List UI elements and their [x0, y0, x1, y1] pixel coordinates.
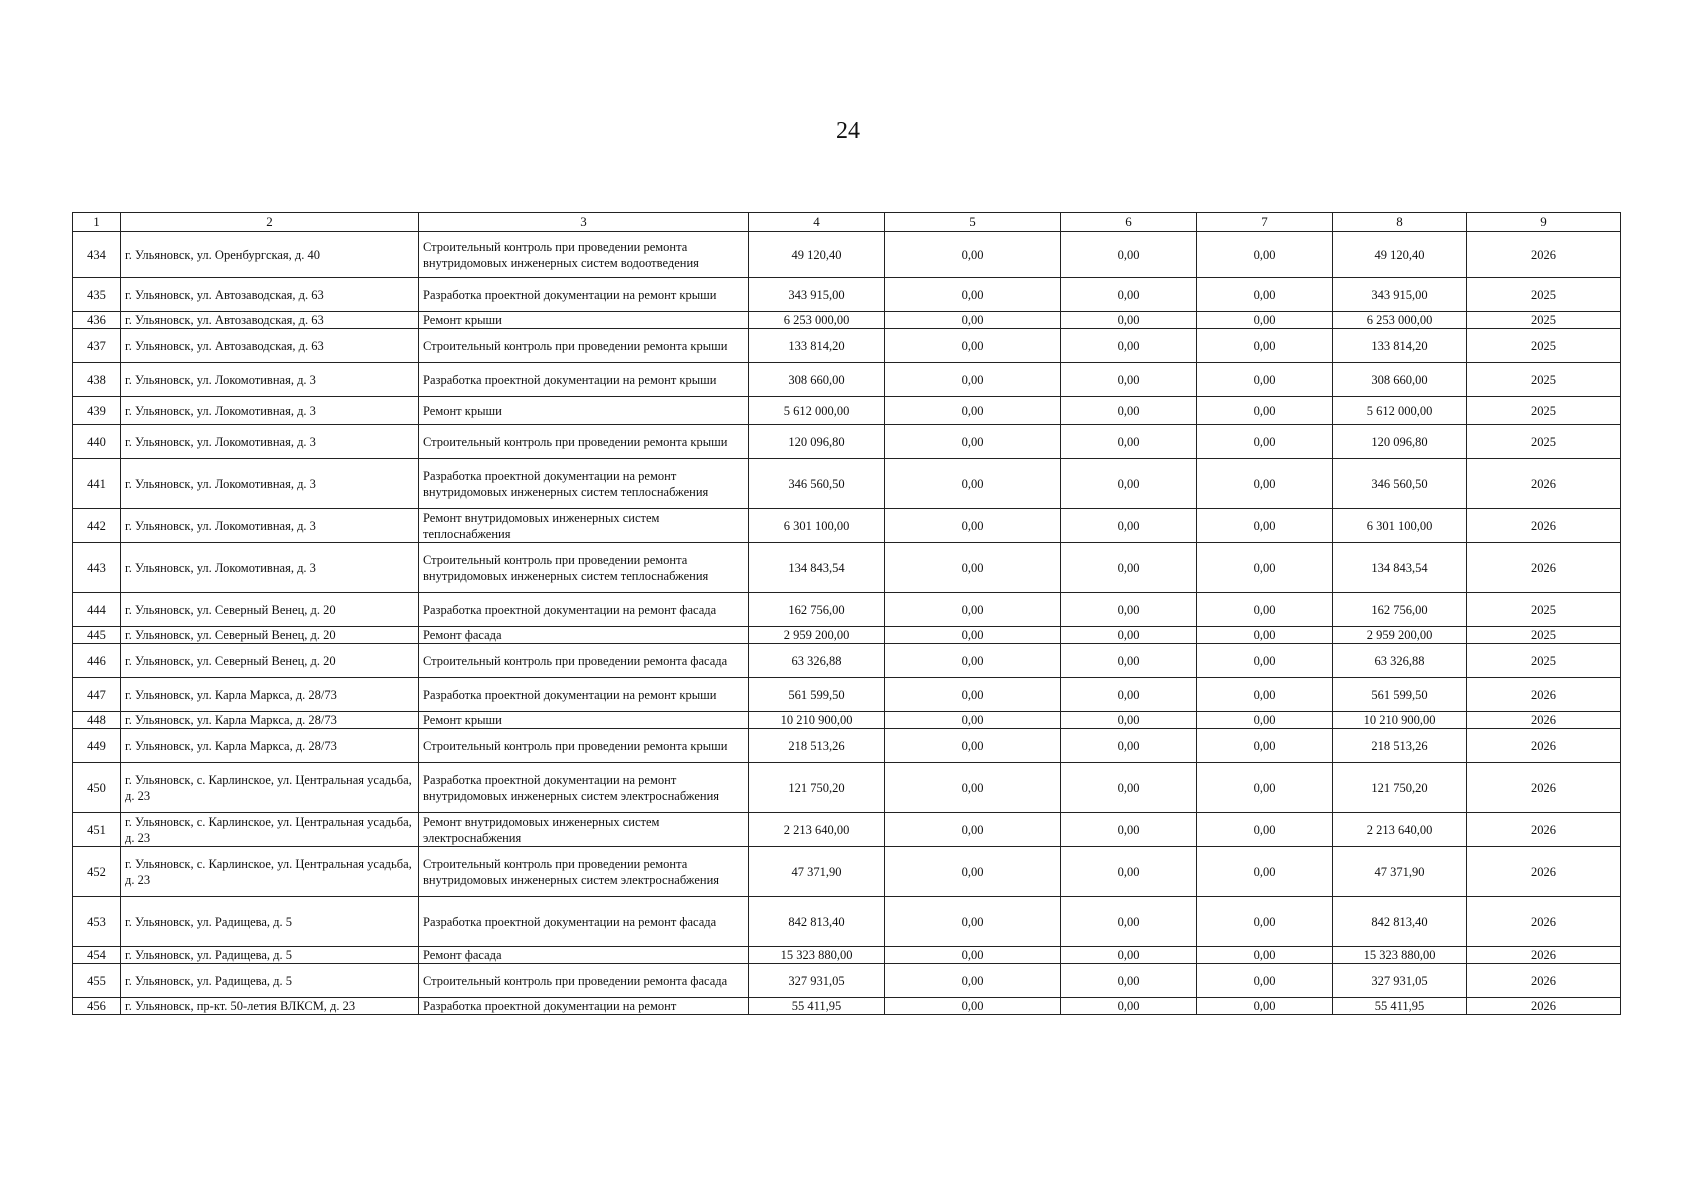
row-number: 451: [73, 813, 121, 847]
work-type-cell: Разработка проектной документации на ремонт крыши: [419, 363, 749, 397]
work-type-cell: Разработка проектной документации на ремонт крыши: [419, 278, 749, 312]
address-cell: г. Ульяновск, ул. Локомотивная, д. 3: [121, 425, 419, 459]
table-row: [73, 425, 1621, 459]
cost-cell: 47 371,90: [749, 847, 885, 897]
fund-cell: 0,00: [885, 947, 1061, 964]
work-type-cell: Ремонт крыши: [419, 397, 749, 425]
address-cell: г. Ульяновск, ул. Северный Венец, д. 20: [121, 644, 419, 678]
year-cell: 2026: [1467, 964, 1621, 998]
year-cell: 2026: [1467, 543, 1621, 593]
column-header: 9: [1467, 213, 1621, 232]
row-number: 454: [73, 947, 121, 964]
fund-cell: 0,00: [885, 593, 1061, 627]
row-number: 439: [73, 397, 121, 425]
row-number: 437: [73, 329, 121, 363]
fund-cell: 0,00: [885, 397, 1061, 425]
fund-cell: 0,00: [885, 363, 1061, 397]
address-cell: г. Ульяновск, ул. Автозаводская, д. 63: [121, 329, 419, 363]
row-number: 442: [73, 509, 121, 543]
table-row: [73, 509, 1621, 543]
fund-cell: 0,00: [1197, 897, 1333, 947]
fund-cell: 0,00: [885, 712, 1061, 729]
fund-cell: 0,00: [1061, 644, 1197, 678]
total-cell: 346 560,50: [1333, 459, 1467, 509]
address-cell: г. Ульяновск, с. Карлинское, ул. Центральная усадьба, д. 23: [121, 847, 419, 897]
year-cell: 2026: [1467, 947, 1621, 964]
address-cell: г. Ульяновск, ул. Автозаводская, д. 63: [121, 312, 419, 329]
cost-cell: 2 213 640,00: [749, 813, 885, 847]
total-cell: 218 513,26: [1333, 729, 1467, 763]
fund-cell: 0,00: [1061, 627, 1197, 644]
fund-cell: 0,00: [1197, 729, 1333, 763]
row-number: 448: [73, 712, 121, 729]
address-cell: г. Ульяновск, ул. Карла Маркса, д. 28/73: [121, 712, 419, 729]
column-header: 2: [121, 213, 419, 232]
cost-cell: 346 560,50: [749, 459, 885, 509]
fund-cell: 0,00: [1197, 593, 1333, 627]
year-cell: 2026: [1467, 509, 1621, 543]
fund-cell: 0,00: [1061, 712, 1197, 729]
fund-cell: 0,00: [1197, 363, 1333, 397]
row-number: 447: [73, 678, 121, 712]
fund-cell: 0,00: [885, 312, 1061, 329]
address-cell: г. Ульяновск, ул. Локомотивная, д. 3: [121, 363, 419, 397]
table-row: [73, 232, 1621, 278]
fund-cell: 0,00: [885, 964, 1061, 998]
fund-cell: 0,00: [885, 627, 1061, 644]
fund-cell: 0,00: [885, 763, 1061, 813]
fund-cell: 0,00: [1061, 232, 1197, 278]
column-header: 5: [885, 213, 1061, 232]
fund-cell: 0,00: [1197, 425, 1333, 459]
fund-cell: 0,00: [1061, 459, 1197, 509]
table-row: [73, 397, 1621, 425]
work-type-cell: Строительный контроль при проведении ремонта внутридомовых инженерных систем водоотведения: [419, 232, 749, 278]
fund-cell: 0,00: [1197, 232, 1333, 278]
work-type-cell: Строительный контроль при проведении ремонта крыши: [419, 329, 749, 363]
year-cell: 2026: [1467, 729, 1621, 763]
work-type-cell: Разработка проектной документации на ремонт фасада: [419, 593, 749, 627]
total-cell: 134 843,54: [1333, 543, 1467, 593]
year-cell: 2025: [1467, 644, 1621, 678]
cost-cell: 6 253 000,00: [749, 312, 885, 329]
year-cell: 2025: [1467, 593, 1621, 627]
fund-cell: 0,00: [885, 329, 1061, 363]
row-number: 436: [73, 312, 121, 329]
fund-cell: 0,00: [885, 278, 1061, 312]
work-type-cell: Разработка проектной документации на ремонт внутридомовых инженерных систем теплоснабжения: [419, 459, 749, 509]
table-row: [73, 644, 1621, 678]
work-type-cell: Строительный контроль при проведении ремонта крыши: [419, 729, 749, 763]
total-cell: 6 253 000,00: [1333, 312, 1467, 329]
column-header: 8: [1333, 213, 1467, 232]
fund-cell: 0,00: [1197, 847, 1333, 897]
cost-cell: 561 599,50: [749, 678, 885, 712]
fund-cell: 0,00: [1061, 947, 1197, 964]
table-row: [73, 459, 1621, 509]
fund-cell: 0,00: [1197, 964, 1333, 998]
total-cell: 5 612 000,00: [1333, 397, 1467, 425]
year-cell: 2025: [1467, 627, 1621, 644]
total-cell: 121 750,20: [1333, 763, 1467, 813]
work-type-cell: Ремонт крыши: [419, 712, 749, 729]
year-cell: 2026: [1467, 897, 1621, 947]
fund-cell: 0,00: [1197, 543, 1333, 593]
fund-cell: 0,00: [885, 232, 1061, 278]
address-cell: г. Ульяновск, с. Карлинское, ул. Центральная усадьба, д. 23: [121, 763, 419, 813]
fund-cell: 0,00: [885, 813, 1061, 847]
table-body: [73, 232, 1621, 1015]
table-row: [73, 363, 1621, 397]
page-number: 24: [836, 118, 860, 144]
year-cell: 2026: [1467, 847, 1621, 897]
fund-cell: 0,00: [1197, 278, 1333, 312]
work-type-cell: Разработка проектной документации на ремонт крыши: [419, 678, 749, 712]
work-type-cell: Строительный контроль при проведении ремонта внутридомовых инженерных систем электроснабжения: [419, 847, 749, 897]
fund-cell: 0,00: [1061, 964, 1197, 998]
work-type-cell: Строительный контроль при проведении ремонта фасада: [419, 964, 749, 998]
cost-cell: 63 326,88: [749, 644, 885, 678]
year-cell: 2025: [1467, 312, 1621, 329]
table-row: [73, 627, 1621, 644]
cost-cell: 162 756,00: [749, 593, 885, 627]
work-type-cell: Разработка проектной документации на ремонт: [419, 998, 749, 1015]
column-header: 6: [1061, 213, 1197, 232]
cost-cell: 2 959 200,00: [749, 627, 885, 644]
fund-cell: 0,00: [1061, 763, 1197, 813]
fund-cell: 0,00: [1197, 459, 1333, 509]
fund-cell: 0,00: [885, 998, 1061, 1015]
address-cell: г. Ульяновск, ул. Радищева, д. 5: [121, 964, 419, 998]
fund-cell: 0,00: [1061, 847, 1197, 897]
address-cell: г. Ульяновск, ул. Локомотивная, д. 3: [121, 397, 419, 425]
cost-cell: 6 301 100,00: [749, 509, 885, 543]
fund-cell: 0,00: [1061, 678, 1197, 712]
row-number: 444: [73, 593, 121, 627]
fund-cell: 0,00: [1197, 678, 1333, 712]
total-cell: 842 813,40: [1333, 897, 1467, 947]
cost-cell: 10 210 900,00: [749, 712, 885, 729]
row-number: 440: [73, 425, 121, 459]
row-number: 455: [73, 964, 121, 998]
fund-cell: 0,00: [1061, 397, 1197, 425]
fund-cell: 0,00: [885, 847, 1061, 897]
total-cell: 47 371,90: [1333, 847, 1467, 897]
row-number: 449: [73, 729, 121, 763]
table-row: [73, 712, 1621, 729]
row-number: 453: [73, 897, 121, 947]
row-number: 435: [73, 278, 121, 312]
table-row: [73, 897, 1621, 947]
table-row: [73, 278, 1621, 312]
work-type-cell: Ремонт фасада: [419, 947, 749, 964]
fund-cell: 0,00: [1061, 329, 1197, 363]
total-cell: 308 660,00: [1333, 363, 1467, 397]
fund-cell: 0,00: [885, 459, 1061, 509]
fund-cell: 0,00: [1061, 425, 1197, 459]
column-header: 7: [1197, 213, 1333, 232]
fund-cell: 0,00: [885, 509, 1061, 543]
work-type-cell: Строительный контроль при проведении ремонта фасада: [419, 644, 749, 678]
fund-cell: 0,00: [885, 644, 1061, 678]
fund-cell: 0,00: [885, 678, 1061, 712]
year-cell: 2025: [1467, 329, 1621, 363]
total-cell: 120 096,80: [1333, 425, 1467, 459]
fund-cell: 0,00: [885, 425, 1061, 459]
address-cell: г. Ульяновск, ул. Оренбургская, д. 40: [121, 232, 419, 278]
work-type-cell: Разработка проектной документации на ремонт фасада: [419, 897, 749, 947]
cost-cell: 218 513,26: [749, 729, 885, 763]
total-cell: 10 210 900,00: [1333, 712, 1467, 729]
total-cell: 133 814,20: [1333, 329, 1467, 363]
fund-cell: 0,00: [1197, 329, 1333, 363]
total-cell: 49 120,40: [1333, 232, 1467, 278]
table-row: [73, 998, 1621, 1015]
year-cell: 2025: [1467, 397, 1621, 425]
cost-cell: 15 323 880,00: [749, 947, 885, 964]
table-row: [73, 964, 1621, 998]
fund-cell: 0,00: [1061, 729, 1197, 763]
work-type-cell: Ремонт крыши: [419, 312, 749, 329]
row-number: 438: [73, 363, 121, 397]
fund-cell: 0,00: [1061, 813, 1197, 847]
address-cell: г. Ульяновск, ул. Локомотивная, д. 3: [121, 459, 419, 509]
year-cell: 2026: [1467, 763, 1621, 813]
row-number: 445: [73, 627, 121, 644]
cost-cell: 134 843,54: [749, 543, 885, 593]
work-type-cell: Ремонт фасада: [419, 627, 749, 644]
year-cell: 2026: [1467, 813, 1621, 847]
fund-cell: 0,00: [1061, 998, 1197, 1015]
fund-cell: 0,00: [1197, 397, 1333, 425]
row-number: 434: [73, 232, 121, 278]
row-number: 456: [73, 998, 121, 1015]
fund-cell: 0,00: [1061, 509, 1197, 543]
year-cell: 2026: [1467, 712, 1621, 729]
column-number-row: [73, 213, 1621, 232]
address-cell: г. Ульяновск, ул. Автозаводская, д. 63: [121, 278, 419, 312]
fund-cell: 0,00: [1197, 627, 1333, 644]
total-cell: 327 931,05: [1333, 964, 1467, 998]
address-cell: г. Ульяновск, ул. Радищева, д. 5: [121, 947, 419, 964]
address-cell: г. Ульяновск, ул. Карла Маркса, д. 28/73: [121, 678, 419, 712]
fund-cell: 0,00: [885, 729, 1061, 763]
cost-cell: 5 612 000,00: [749, 397, 885, 425]
fund-cell: 0,00: [1061, 278, 1197, 312]
cost-cell: 327 931,05: [749, 964, 885, 998]
work-type-cell: Строительный контроль при проведении ремонта крыши: [419, 425, 749, 459]
column-header: 3: [419, 213, 749, 232]
address-cell: г. Ульяновск, ул. Локомотивная, д. 3: [121, 543, 419, 593]
row-number: 450: [73, 763, 121, 813]
row-number: 441: [73, 459, 121, 509]
total-cell: 162 756,00: [1333, 593, 1467, 627]
row-number: 446: [73, 644, 121, 678]
total-cell: 55 411,95: [1333, 998, 1467, 1015]
fund-cell: 0,00: [1197, 712, 1333, 729]
row-number: 452: [73, 847, 121, 897]
cost-cell: 133 814,20: [749, 329, 885, 363]
fund-cell: 0,00: [1061, 363, 1197, 397]
table-row: [73, 947, 1621, 964]
work-type-cell: Разработка проектной документации на ремонт внутридомовых инженерных систем электроснабжения: [419, 763, 749, 813]
fund-cell: 0,00: [885, 543, 1061, 593]
cost-cell: 343 915,00: [749, 278, 885, 312]
fund-cell: 0,00: [1197, 763, 1333, 813]
table-row: [73, 813, 1621, 847]
fund-cell: 0,00: [1197, 813, 1333, 847]
fund-cell: 0,00: [1197, 644, 1333, 678]
table-row: [73, 329, 1621, 363]
year-cell: 2026: [1467, 678, 1621, 712]
address-cell: г. Ульяновск, ул. Радищева, д. 5: [121, 897, 419, 947]
year-cell: 2025: [1467, 363, 1621, 397]
total-cell: 2 213 640,00: [1333, 813, 1467, 847]
total-cell: 15 323 880,00: [1333, 947, 1467, 964]
fund-cell: 0,00: [1197, 312, 1333, 329]
year-cell: 2025: [1467, 425, 1621, 459]
work-type-cell: Ремонт внутридомовых инженерных систем теплоснабжения: [419, 509, 749, 543]
table-row: [73, 312, 1621, 329]
fund-cell: 0,00: [1061, 897, 1197, 947]
address-cell: г. Ульяновск, ул. Северный Венец, д. 20: [121, 593, 419, 627]
work-type-cell: Строительный контроль при проведении ремонта внутридомовых инженерных систем теплоснабжения: [419, 543, 749, 593]
address-cell: г. Ульяновск, ул. Локомотивная, д. 3: [121, 509, 419, 543]
program-table: [72, 212, 1621, 1015]
cost-cell: 120 096,80: [749, 425, 885, 459]
total-cell: 6 301 100,00: [1333, 509, 1467, 543]
fund-cell: 0,00: [1061, 593, 1197, 627]
column-header: 4: [749, 213, 885, 232]
address-cell: г. Ульяновск, пр-кт. 50-летия ВЛКСМ, д. 23: [121, 998, 419, 1015]
cost-cell: 308 660,00: [749, 363, 885, 397]
fund-cell: 0,00: [1197, 998, 1333, 1015]
work-type-cell: Ремонт внутридомовых инженерных систем электроснабжения: [419, 813, 749, 847]
year-cell: 2026: [1467, 998, 1621, 1015]
year-cell: 2025: [1467, 278, 1621, 312]
cost-cell: 842 813,40: [749, 897, 885, 947]
table-row: [73, 678, 1621, 712]
fund-cell: 0,00: [1061, 312, 1197, 329]
address-cell: г. Ульяновск, ул. Северный Венец, д. 20: [121, 627, 419, 644]
column-header: 1: [73, 213, 121, 232]
table-row: [73, 847, 1621, 897]
table-row: [73, 763, 1621, 813]
cost-cell: 121 750,20: [749, 763, 885, 813]
cost-cell: 49 120,40: [749, 232, 885, 278]
total-cell: 561 599,50: [1333, 678, 1467, 712]
fund-cell: 0,00: [1197, 947, 1333, 964]
table-row: [73, 729, 1621, 763]
fund-cell: 0,00: [1197, 509, 1333, 543]
table-row: [73, 543, 1621, 593]
fund-cell: 0,00: [885, 897, 1061, 947]
cost-cell: 55 411,95: [749, 998, 885, 1015]
year-cell: 2026: [1467, 459, 1621, 509]
row-number: 443: [73, 543, 121, 593]
total-cell: 343 915,00: [1333, 278, 1467, 312]
total-cell: 63 326,88: [1333, 644, 1467, 678]
address-cell: г. Ульяновск, ул. Карла Маркса, д. 28/73: [121, 729, 419, 763]
table-row: [73, 593, 1621, 627]
year-cell: 2026: [1467, 232, 1621, 278]
total-cell: 2 959 200,00: [1333, 627, 1467, 644]
address-cell: г. Ульяновск, с. Карлинское, ул. Центральная усадьба, д. 23: [121, 813, 419, 847]
fund-cell: 0,00: [1061, 543, 1197, 593]
